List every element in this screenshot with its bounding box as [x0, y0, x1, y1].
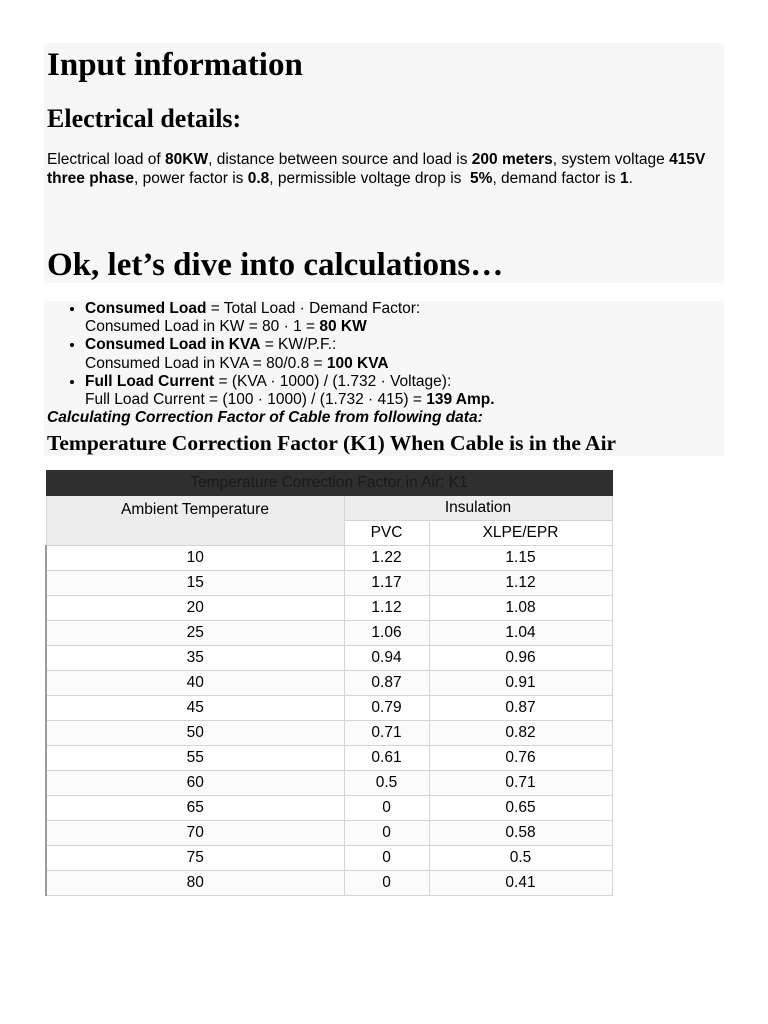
pvc-cell: 0: [344, 821, 429, 846]
list-item: [85, 336, 755, 372]
text-fragment: , system voltage: [552, 151, 670, 168]
temperature-cell: 45: [46, 696, 344, 721]
calculations-heading: Ok, let’s dive into calculations…: [47, 247, 504, 283]
input-information-heading: Input information: [47, 47, 303, 83]
table-row: [46, 746, 612, 771]
temperature-correction-table: [45, 470, 613, 896]
distance-value: 200 meters: [471, 151, 553, 168]
xlpe-cell: 1.04: [429, 621, 612, 646]
xlpe-cell: 0.41: [429, 871, 612, 896]
xlpe-cell: 1.08: [429, 596, 612, 621]
table-row: [46, 696, 612, 721]
calculation-list: [47, 300, 755, 409]
temperature-cell: 75: [46, 846, 344, 871]
insulation-header: Insulation: [344, 496, 612, 521]
pvc-cell: 1.17: [344, 571, 429, 596]
xlpe-cell: 1.12: [429, 571, 612, 596]
pvc-cell: 0.79: [344, 696, 429, 721]
list-item: [85, 373, 755, 409]
table-row: [46, 571, 612, 596]
pvc-cell: 1.06: [344, 621, 429, 646]
temperature-cell: 35: [46, 646, 344, 671]
xlpe-header: XLPE/EPR: [429, 521, 612, 546]
table-caption-row: [46, 471, 612, 496]
consumed-load-label: Consumed Load: [85, 300, 207, 317]
ambient-temperature-header: Ambient Temperature: [46, 496, 344, 546]
list-item: [85, 300, 755, 336]
pvc-cell: 0: [344, 796, 429, 821]
temperature-factor-heading: Temperature Correction Factor (K1) When Cable is in the Air: [47, 431, 617, 455]
text-fragment: .: [628, 169, 633, 187]
full-load-current-calculation: Full Load Current = (100 · 1000) / (1.732 · 415) =: [85, 391, 427, 409]
xlpe-cell: 0.65: [429, 796, 612, 821]
consumed-load-calculation: Consumed Load in KW = 80 · 1 =: [85, 318, 320, 336]
temperature-cell: 20: [46, 596, 344, 621]
xlpe-cell: 0.87: [429, 696, 612, 721]
pvc-cell: 1.12: [344, 596, 429, 621]
pvc-cell: 0: [344, 846, 429, 871]
text-fragment: Electrical load of: [47, 151, 166, 168]
pvc-cell: 0.5: [344, 771, 429, 796]
consumed-kva-formula: = KW/P.F.:: [260, 336, 337, 354]
consumed-kva-result: 100 KVA: [326, 354, 389, 372]
temperature-cell: 50: [46, 721, 344, 746]
temperature-cell: 10: [46, 546, 344, 571]
consumed-load-result: 80 KW: [319, 318, 367, 336]
load-value: 80KW: [165, 151, 209, 168]
temperature-cell: 80: [46, 871, 344, 896]
text-fragment: , demand factor is: [492, 169, 620, 187]
table-row: [46, 796, 612, 821]
pvc-header: PVC: [344, 521, 429, 546]
xlpe-cell: 0.5: [429, 846, 612, 871]
voltage-value: 415V three phase: [47, 151, 706, 187]
table-row: [46, 846, 612, 871]
xlpe-cell: 0.91: [429, 671, 612, 696]
consumed-kva-calculation: Consumed Load in KVA = 80/0.8 =: [85, 354, 327, 372]
pvc-cell: 0: [344, 871, 429, 896]
full-load-current-result: 139 Amp.: [426, 391, 495, 409]
temperature-cell: 25: [46, 621, 344, 646]
xlpe-cell: 0.96: [429, 646, 612, 671]
correction-factor-note: Calculating Correction Factor of Cable from following data:: [47, 409, 483, 426]
pvc-cell: 0.87: [344, 671, 429, 696]
table-header-row: [46, 496, 612, 521]
xlpe-cell: 0.71: [429, 771, 612, 796]
pvc-cell: 0.71: [344, 721, 429, 746]
table-row: [46, 821, 612, 846]
text-fragment: , power factor is: [134, 169, 248, 187]
temperature-cell: 55: [46, 746, 344, 771]
table-row: [46, 721, 612, 746]
table-row: [46, 646, 612, 671]
temperature-cell: 40: [46, 671, 344, 696]
pvc-cell: 0.61: [344, 746, 429, 771]
table-row: [46, 771, 612, 796]
electrical-details-paragraph: [47, 151, 717, 188]
full-load-current-formula: = (KVA · 1000) / (1.732 · Voltage):: [214, 372, 452, 390]
xlpe-cell: 0.76: [429, 746, 612, 771]
table-row: [46, 621, 612, 646]
consumed-kva-label: Consumed Load in KVA: [85, 336, 261, 354]
temperature-cell: 70: [46, 821, 344, 846]
consumed-load-formula: = Total Load · Demand Factor:: [206, 300, 421, 317]
temperature-cell: 65: [46, 796, 344, 821]
voltage-drop-value: 5%: [470, 169, 493, 187]
power-factor-value: 0.8: [247, 169, 270, 187]
temperature-cell: 60: [46, 771, 344, 796]
table-row: [46, 671, 612, 696]
electrical-details-heading: Electrical details:: [47, 104, 242, 133]
xlpe-cell: 0.58: [429, 821, 612, 846]
table-row: [46, 546, 612, 571]
temperature-cell: 15: [46, 571, 344, 596]
pvc-cell: 0.94: [344, 646, 429, 671]
xlpe-cell: 1.15: [429, 546, 612, 571]
demand-factor-value: 1: [619, 169, 629, 187]
table-row: [46, 871, 612, 896]
table-row: [46, 596, 612, 621]
text-fragment: , distance between source and load is: [208, 151, 472, 168]
table-caption: Temperature Correction Factor in Air: K1: [46, 471, 612, 496]
xlpe-cell: 0.82: [429, 721, 612, 746]
full-load-current-label: Full Load Current: [85, 372, 215, 390]
pvc-cell: 1.22: [344, 546, 429, 571]
text-fragment: , permissible voltage drop is: [269, 169, 471, 187]
